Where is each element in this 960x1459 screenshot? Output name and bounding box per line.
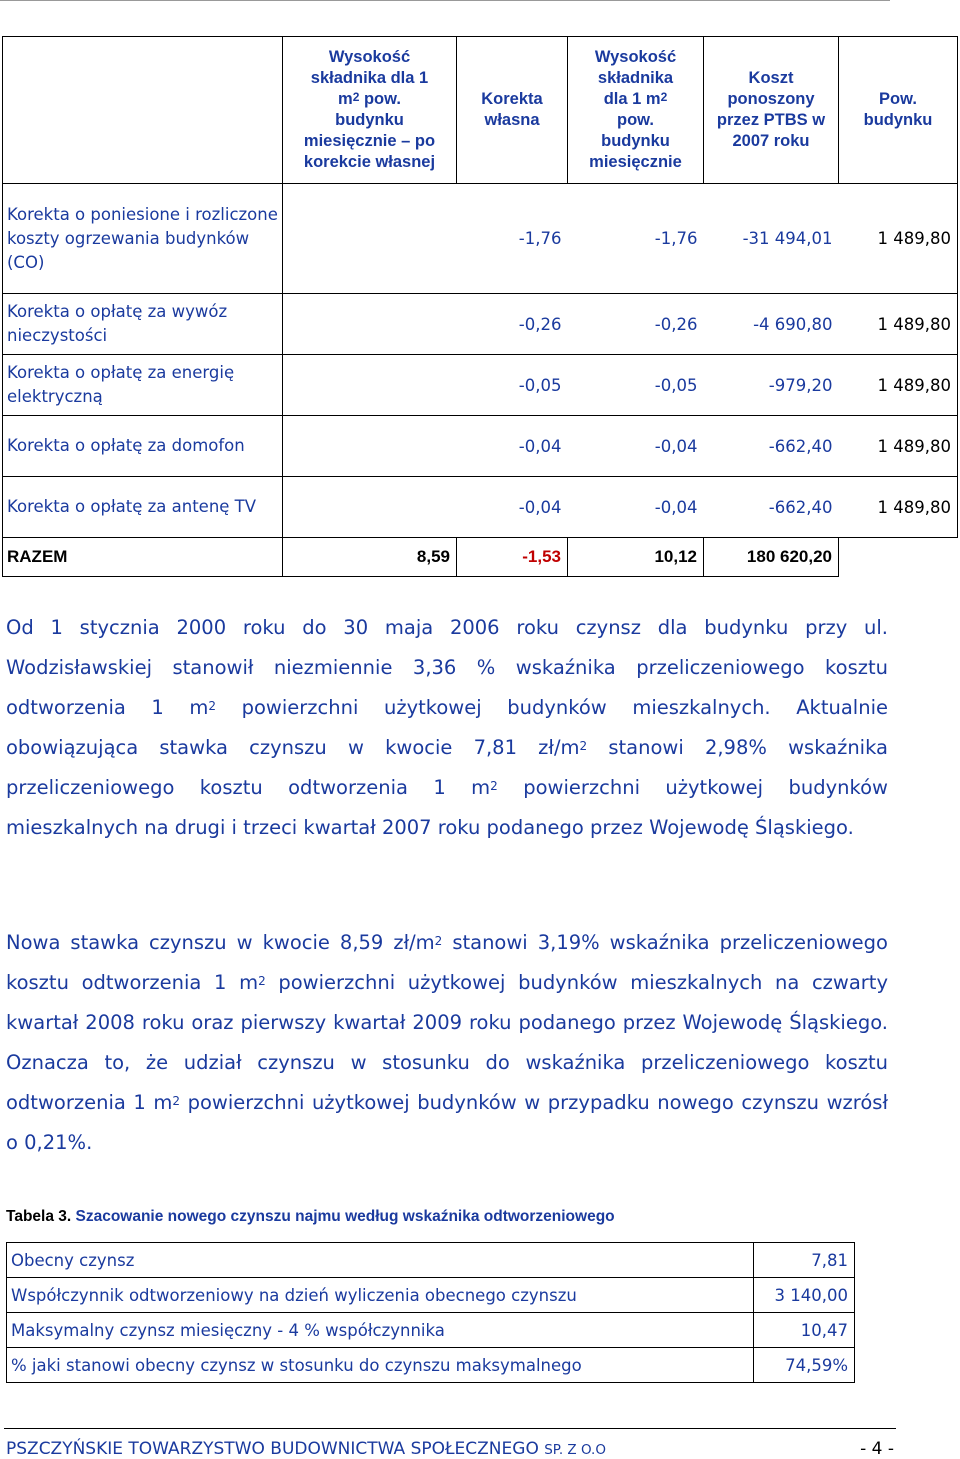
table-sum-row <box>3 538 958 577</box>
wysokosc-value: -1,76 <box>568 184 704 294</box>
header-korekta-wlasna: Korekta własna <box>457 37 568 184</box>
row-label: Korekta o opłatę za domofon <box>3 416 283 477</box>
paragraph-history: Od 1 stycznia 2000 roku do 30 maja 2006 roku czynsz dla budynku przy ul. Wodzisławskiej stanowił niezmiennie 3,36 % wskaźnika przeliczeniowego kosztu odtworzenia 1 $m^2$ powierzchni użytkowej budynków mieszkalnych. Aktualnie obowiązująca stawka czynszu w kwocie 7,81 $zł/m^2$ stanowi 2,98% wskaźnika przeliczeniowego kosztu odtworzenia 1 $m^2$ powierzchni użytkowej budynków mieszkalnych na drugi i trzeci kwartał 2007 roku podanego przez Wojewodę Śląskiego. <box>6 616 889 839</box>
korekta-value: -0,04 <box>457 477 568 538</box>
sum-label: RAZEM <box>3 538 283 577</box>
empty-cell <box>283 294 457 355</box>
row-label: % jaki stanowi obecny czynsz w stosunku do czynszu maksymalnego <box>7 1348 754 1383</box>
empty-cell <box>283 184 457 294</box>
row-label: Korekta o opłatę za wywóz nieczystości <box>3 294 283 355</box>
table-row <box>3 477 958 538</box>
footer-rule <box>4 1428 896 1429</box>
koszt-value: -4 690,80 <box>704 294 839 355</box>
sum-korekta: -1,53 <box>457 538 568 577</box>
korekta-value: -0,26 <box>457 294 568 355</box>
table-header-row <box>3 37 958 184</box>
table-caption <box>6 1208 615 1226</box>
empty-cell <box>283 416 457 477</box>
wysokosc-value: -0,26 <box>568 294 704 355</box>
header-koszt: Koszt ponoszony przez PTBS w 2007 roku <box>704 37 839 184</box>
koszt-value: -662,40 <box>704 477 839 538</box>
caption-title: Szacowanie nowego czynszu najmu według wskaźnika odtworzeniowego <box>71 1208 615 1225</box>
row-value: 74,59% <box>754 1348 855 1383</box>
table-row <box>3 416 958 477</box>
page-number: - 4 - <box>860 1439 894 1459</box>
koszt-value: -662,40 <box>704 416 839 477</box>
header-po-korekcie: Wysokość składnika dla 1 $m^2$ pow. budynku miesięcznie – po korekcie własnej <box>283 37 457 184</box>
row-label: Korekta o poniesione i rozliczone koszty ogrzewania budynków (CO) <box>3 184 283 294</box>
pow-value: 1 489,80 <box>839 294 958 355</box>
row-label: Obecny czynsz <box>7 1243 754 1278</box>
row-label: Korekta o opłatę za energię elektryczną <box>3 355 283 416</box>
pow-value: 1 489,80 <box>839 184 958 294</box>
row-value: 10,47 <box>754 1313 855 1348</box>
wysokosc-value: -0,04 <box>568 416 704 477</box>
sum-wysokosc: 10,12 <box>568 538 704 577</box>
table-row <box>7 1313 855 1348</box>
koszt-value: -979,20 <box>704 355 839 416</box>
header-wysokosc: Wysokość składnika dla 1 $m^2$ pow. budynku miesięcznie <box>568 37 704 184</box>
row-value: 3 140,00 <box>754 1278 855 1313</box>
sum-koszt: 180 620,20 <box>704 538 839 577</box>
row-label: Korekta o opłatę za antenę TV <box>3 477 283 538</box>
paragraph-new-rent: Nowa stawka czynszu w kwocie 8,59 $zł/m^2$ stanowi 3,19% wskaźnika przeliczeniowego kosztu odtworzenia 1 $m^2$ powierzchni użytkowej budynków mieszkalnych na czwarty kwartał 2008 roku oraz pierwszy kwartał 2009 roku podanego przez Wojewodę Śląskiego. Oznacza to, że udział czynszu w stosunku do wskaźnika przeliczeniowego kosztu odtworzenia 1 $m^2$ powierzchni użytkowej budynków w przypadku nowego czynszu wzrósł o 0,21%. <box>6 931 889 1154</box>
header-corner-cell <box>3 37 283 184</box>
empty-cell <box>283 355 457 416</box>
table-row <box>3 294 958 355</box>
wysokosc-value: -0,04 <box>568 477 704 538</box>
pow-value: 1 489,80 <box>839 477 958 538</box>
footer-org: PSZCZYŃSKIE TOWARZYSTWO BUDOWNICTWA SPOŁECZNEGO <box>6 1439 545 1459</box>
empty-cell <box>839 538 958 577</box>
footer-suffix: SP. Z O.O <box>544 1442 606 1458</box>
table-row <box>3 355 958 416</box>
pow-value: 1 489,80 <box>839 355 958 416</box>
korekta-value: -0,05 <box>457 355 568 416</box>
row-label: Maksymalny czynsz miesięczny - 4 % współczynnika <box>7 1313 754 1348</box>
page-footer <box>6 1439 894 1459</box>
table-row <box>7 1243 855 1278</box>
header-pow-budynku: Pow. budynku <box>839 37 958 184</box>
row-value: 7,81 <box>754 1243 855 1278</box>
pow-value: 1 489,80 <box>839 416 958 477</box>
wysokosc-value: -0,05 <box>568 355 704 416</box>
row-label: Współczynnik odtworzeniowy na dzień wyliczenia obecnego czynszu <box>7 1278 754 1313</box>
table-row <box>7 1348 855 1383</box>
koszt-value: -31 494,01 <box>704 184 839 294</box>
sum-po-korekcie: 8,59 <box>283 538 457 577</box>
empty-cell <box>283 477 457 538</box>
top-rule <box>0 0 890 1</box>
korekta-value: -0,04 <box>457 416 568 477</box>
table-row <box>3 184 958 294</box>
rent-correction-table <box>2 36 958 577</box>
rent-estimate-table <box>6 1242 855 1383</box>
korekta-value: -1,76 <box>457 184 568 294</box>
table-row <box>7 1278 855 1313</box>
caption-prefix: Tabela 3. <box>6 1208 72 1225</box>
